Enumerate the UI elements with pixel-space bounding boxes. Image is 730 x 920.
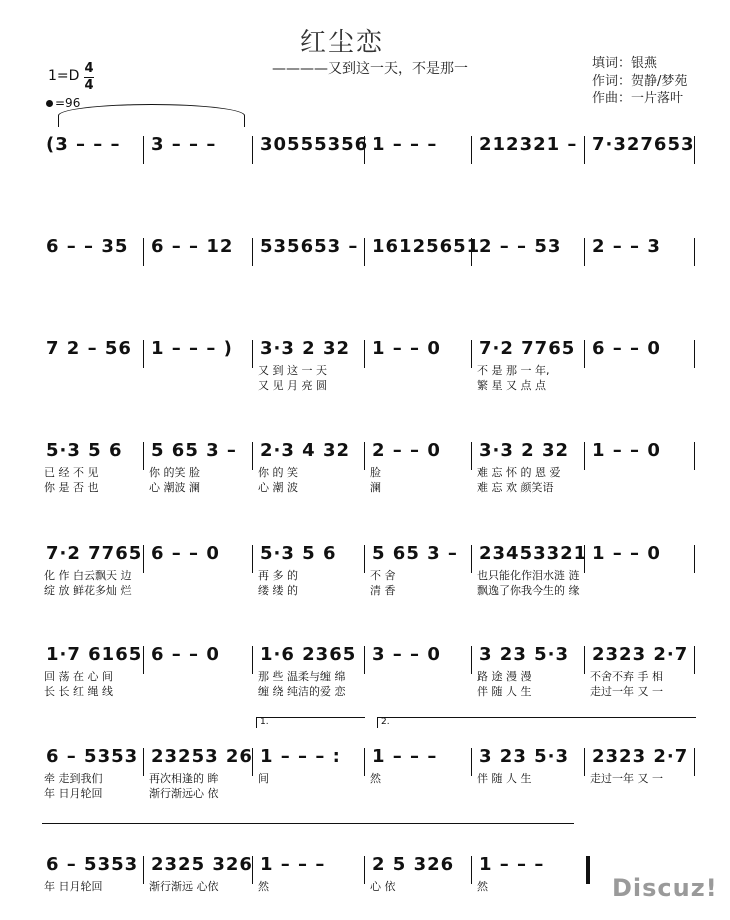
measure [42, 628, 147, 700]
measure-notes: 2325 326 [151, 854, 253, 875]
measure [147, 628, 256, 700]
key-signature: 1=D [48, 68, 80, 84]
measure [147, 424, 256, 496]
lyric-verse-1: 也只能化作泪水涟 涟 [477, 569, 580, 582]
measure [368, 220, 481, 292]
lyric-verse-1: 那 些 温柔与缠 绵 [258, 670, 346, 683]
lyricist-fill-credit: 填词：银燕 [592, 56, 658, 71]
score-row [0, 220, 730, 292]
measure [256, 838, 368, 910]
measure-notes: 6 – – 12 [151, 236, 234, 257]
measure [368, 628, 475, 700]
measure-notes: 6 – – 0 [592, 338, 661, 359]
measure [147, 118, 256, 190]
measure-notes: 1·6 2365 [260, 644, 357, 665]
lyric-verse-1: 然 [258, 880, 269, 893]
lyric-verse-1: 回 荡 在 心 间 [44, 670, 113, 683]
song-title: 红尘恋 [300, 28, 385, 58]
lyric-verse-1: 再次相逢的 眸 [149, 772, 219, 785]
measure-notes: 1 – – 0 [592, 543, 661, 564]
lyric-verse-1: 化 作 白云飘天 边 [44, 569, 132, 582]
lyric-verse-2: 难 忘 欢 颜笑语 [477, 481, 554, 494]
lyric-verse-2: 走过一年 又 一 [590, 685, 663, 698]
song-subtitle: ————又到这一天，不是那一 [272, 61, 468, 77]
lyric-verse-2: 心 潮波 澜 [149, 481, 200, 494]
measure [256, 730, 368, 802]
measure [42, 118, 147, 190]
measure [42, 730, 147, 802]
lyric-verse-2: 清 香 [370, 584, 396, 597]
measure-notes: 5 65 3 – [151, 440, 237, 461]
measure-notes: 3·3 2 32 [479, 440, 569, 461]
measure [42, 424, 147, 496]
lyric-verse-2: 缠 绕 纯洁的爱 恋 [258, 685, 346, 698]
lyric-verse-1: 间 [258, 772, 269, 785]
measure-notes: 7·327653 [592, 134, 695, 155]
lyric-verse-1: 心 依 [370, 880, 396, 893]
score-row [0, 424, 730, 496]
measure-notes: 5·3 5 6 [46, 440, 123, 461]
measure [42, 838, 147, 910]
lyric-verse-2: 长 长 红 绳 线 [44, 685, 113, 698]
measure-notes: 1·7 6165 [46, 644, 143, 665]
lyric-verse-1: 不 是 那 一 年, [477, 364, 550, 377]
measure [588, 322, 698, 394]
measure-notes: 3 – – 0 [372, 644, 441, 665]
measure-notes: 2 – – 53 [479, 236, 562, 257]
volta-1-label: 1. [260, 717, 269, 727]
lyric-verse-1: 你 的 笑 [258, 466, 298, 479]
measure-notes: 535653 – [260, 236, 359, 257]
measure-notes: 23453321 [479, 543, 588, 564]
volta-2-label: 2. [381, 717, 390, 727]
measure-notes: 7 2 – 56 [46, 338, 132, 359]
measure [475, 527, 588, 599]
measure [588, 527, 698, 599]
lyric-verse-1: 又 到 这 一 天 [258, 364, 327, 377]
measure [147, 838, 256, 910]
lyric-verse-1: 牵 走到我们 [44, 772, 103, 785]
measure-notes: 6 – 5353 [46, 854, 139, 875]
measure [147, 322, 256, 394]
measure [256, 322, 368, 394]
quarter-note-icon [46, 100, 53, 107]
measure-notes: 2 – – 0 [372, 440, 441, 461]
measure-notes: 2·3 4 32 [260, 440, 350, 461]
measure [368, 730, 475, 802]
lyric-verse-2: 繁 星 又 点 点 [477, 379, 546, 392]
measure [475, 424, 588, 496]
measure-notes: 1 – – – ) [151, 338, 233, 359]
measure [475, 118, 588, 190]
watermark: Discuz! [612, 874, 718, 902]
measure-notes: 1 – – – [372, 134, 438, 155]
measure [475, 322, 588, 394]
lyric-verse-1: 脸 [370, 466, 381, 479]
measure-notes: 30555356 [260, 134, 369, 155]
measure-notes: 23253 26 [151, 746, 253, 767]
measure [147, 220, 256, 292]
measure [256, 628, 368, 700]
lyric-verse-1: 走过一年 又 一 [590, 772, 663, 785]
measure-notes: 5 65 3 – [372, 543, 458, 564]
lyric-verse-2: 又 见 月 亮 圆 [258, 379, 327, 392]
measure [42, 322, 147, 394]
measure-notes: 2323 2·7 [592, 746, 689, 767]
lyric-verse-2: 缕 缕 的 [258, 584, 298, 597]
lyric-verse-2: 你 是 否 也 [44, 481, 99, 494]
lyric-verse-1: 然 [370, 772, 381, 785]
measure-notes: 3 – – – [151, 134, 217, 155]
measure [256, 118, 368, 190]
lyricist-credit: 作词：贺静/梦苑 [592, 74, 688, 89]
measure [256, 527, 368, 599]
lyric-verse-1: 难 忘 怀 的 恩 爱 [477, 466, 561, 479]
score-row [0, 527, 730, 599]
score-row [0, 118, 730, 190]
tempo-value: =96 [55, 96, 81, 110]
measure-notes: 2 5 326 [372, 854, 455, 875]
measure [42, 220, 147, 292]
measure [588, 424, 698, 496]
lyric-verse-1: 路 途 漫 漫 [477, 670, 532, 683]
measure [475, 730, 588, 802]
measure-notes: 6 – – 35 [46, 236, 129, 257]
volta-bracket-1 [256, 717, 365, 728]
measure [256, 424, 368, 496]
lyric-verse-1: 伴 随 人 生 [477, 772, 532, 785]
time-signature [84, 62, 94, 93]
lyric-verse-2: 澜 [370, 481, 381, 494]
time-signature-top: 4 [84, 61, 94, 76]
measure [588, 220, 698, 292]
measure-notes: 3 23 5·3 [479, 746, 569, 767]
score-row [0, 322, 730, 394]
measure-notes: 1 – – – [260, 854, 326, 875]
measure-notes: 7·2 7765 [46, 543, 143, 564]
lyric-verse-2: 伴 随 人 生 [477, 685, 532, 698]
time-signature-bottom: 4 [84, 78, 94, 93]
measure-notes: 3 23 5·3 [479, 644, 569, 665]
measure [256, 220, 368, 292]
lyric-verse-2: 绽 放 鲜花多灿 烂 [44, 584, 132, 597]
measure-notes: 5·3 5 6 [260, 543, 337, 564]
measure [475, 628, 588, 700]
lyric-verse-1: 然 [477, 880, 488, 893]
lyric-verse-2: 飘逸了你我今生的 缘 [477, 584, 580, 597]
lyric-verse-1: 渐行渐远 心依 [149, 880, 219, 893]
measure-notes: (3 – – – [46, 134, 121, 155]
measure [368, 322, 475, 394]
measure-notes: 6 – 5353 [46, 746, 139, 767]
final-section-line [42, 823, 574, 824]
lyric-verse-2: 年 日月轮回 [44, 787, 103, 800]
measure-notes: 212321 – [479, 134, 578, 155]
measure [475, 838, 588, 910]
lyric-verse-2: 渐行渐远心 依 [149, 787, 219, 800]
composer-credit: 作曲：一片落叶 [592, 91, 684, 106]
lyric-verse-1: 不舍不弃 手 相 [590, 670, 663, 683]
measure [368, 527, 475, 599]
measure-notes: 6 – – 0 [151, 543, 220, 564]
measure [368, 424, 475, 496]
lyric-verse-1: 再 多 的 [258, 569, 298, 582]
measure [147, 730, 256, 802]
measure-notes: 1 – – – [372, 746, 438, 767]
measure-notes: 1 – – – [479, 854, 545, 875]
measure-notes: 7·2 7765 [479, 338, 576, 359]
measure [368, 838, 475, 910]
measure-notes: 16125651 [372, 236, 481, 257]
measure [368, 118, 475, 190]
measure [588, 118, 698, 190]
measure-notes: 1 – – – : [260, 746, 341, 767]
lyric-verse-1: 你 的笑 脸 [149, 466, 200, 479]
lyric-verse-1: 已 经 不 见 [44, 466, 99, 479]
measure-notes: 1 – – 0 [592, 440, 661, 461]
score-row [0, 628, 730, 700]
measure [475, 220, 588, 292]
measure-notes: 6 – – 0 [151, 644, 220, 665]
measure [42, 527, 147, 599]
measure-notes: 1 – – 0 [372, 338, 441, 359]
measure-notes: 3·3 2 32 [260, 338, 350, 359]
lyric-verse-1: 年 日月轮回 [44, 880, 103, 893]
score-row [0, 730, 730, 802]
measure-notes: 2 – – 3 [592, 236, 661, 257]
measure [147, 527, 256, 599]
measure [588, 628, 698, 700]
lyric-verse-2: 心 潮 波 [258, 481, 298, 494]
volta-bracket-2 [377, 717, 696, 728]
lyric-verse-1: 不 舍 [370, 569, 396, 582]
measure [588, 730, 698, 802]
measure-notes: 2323 2·7 [592, 644, 689, 665]
